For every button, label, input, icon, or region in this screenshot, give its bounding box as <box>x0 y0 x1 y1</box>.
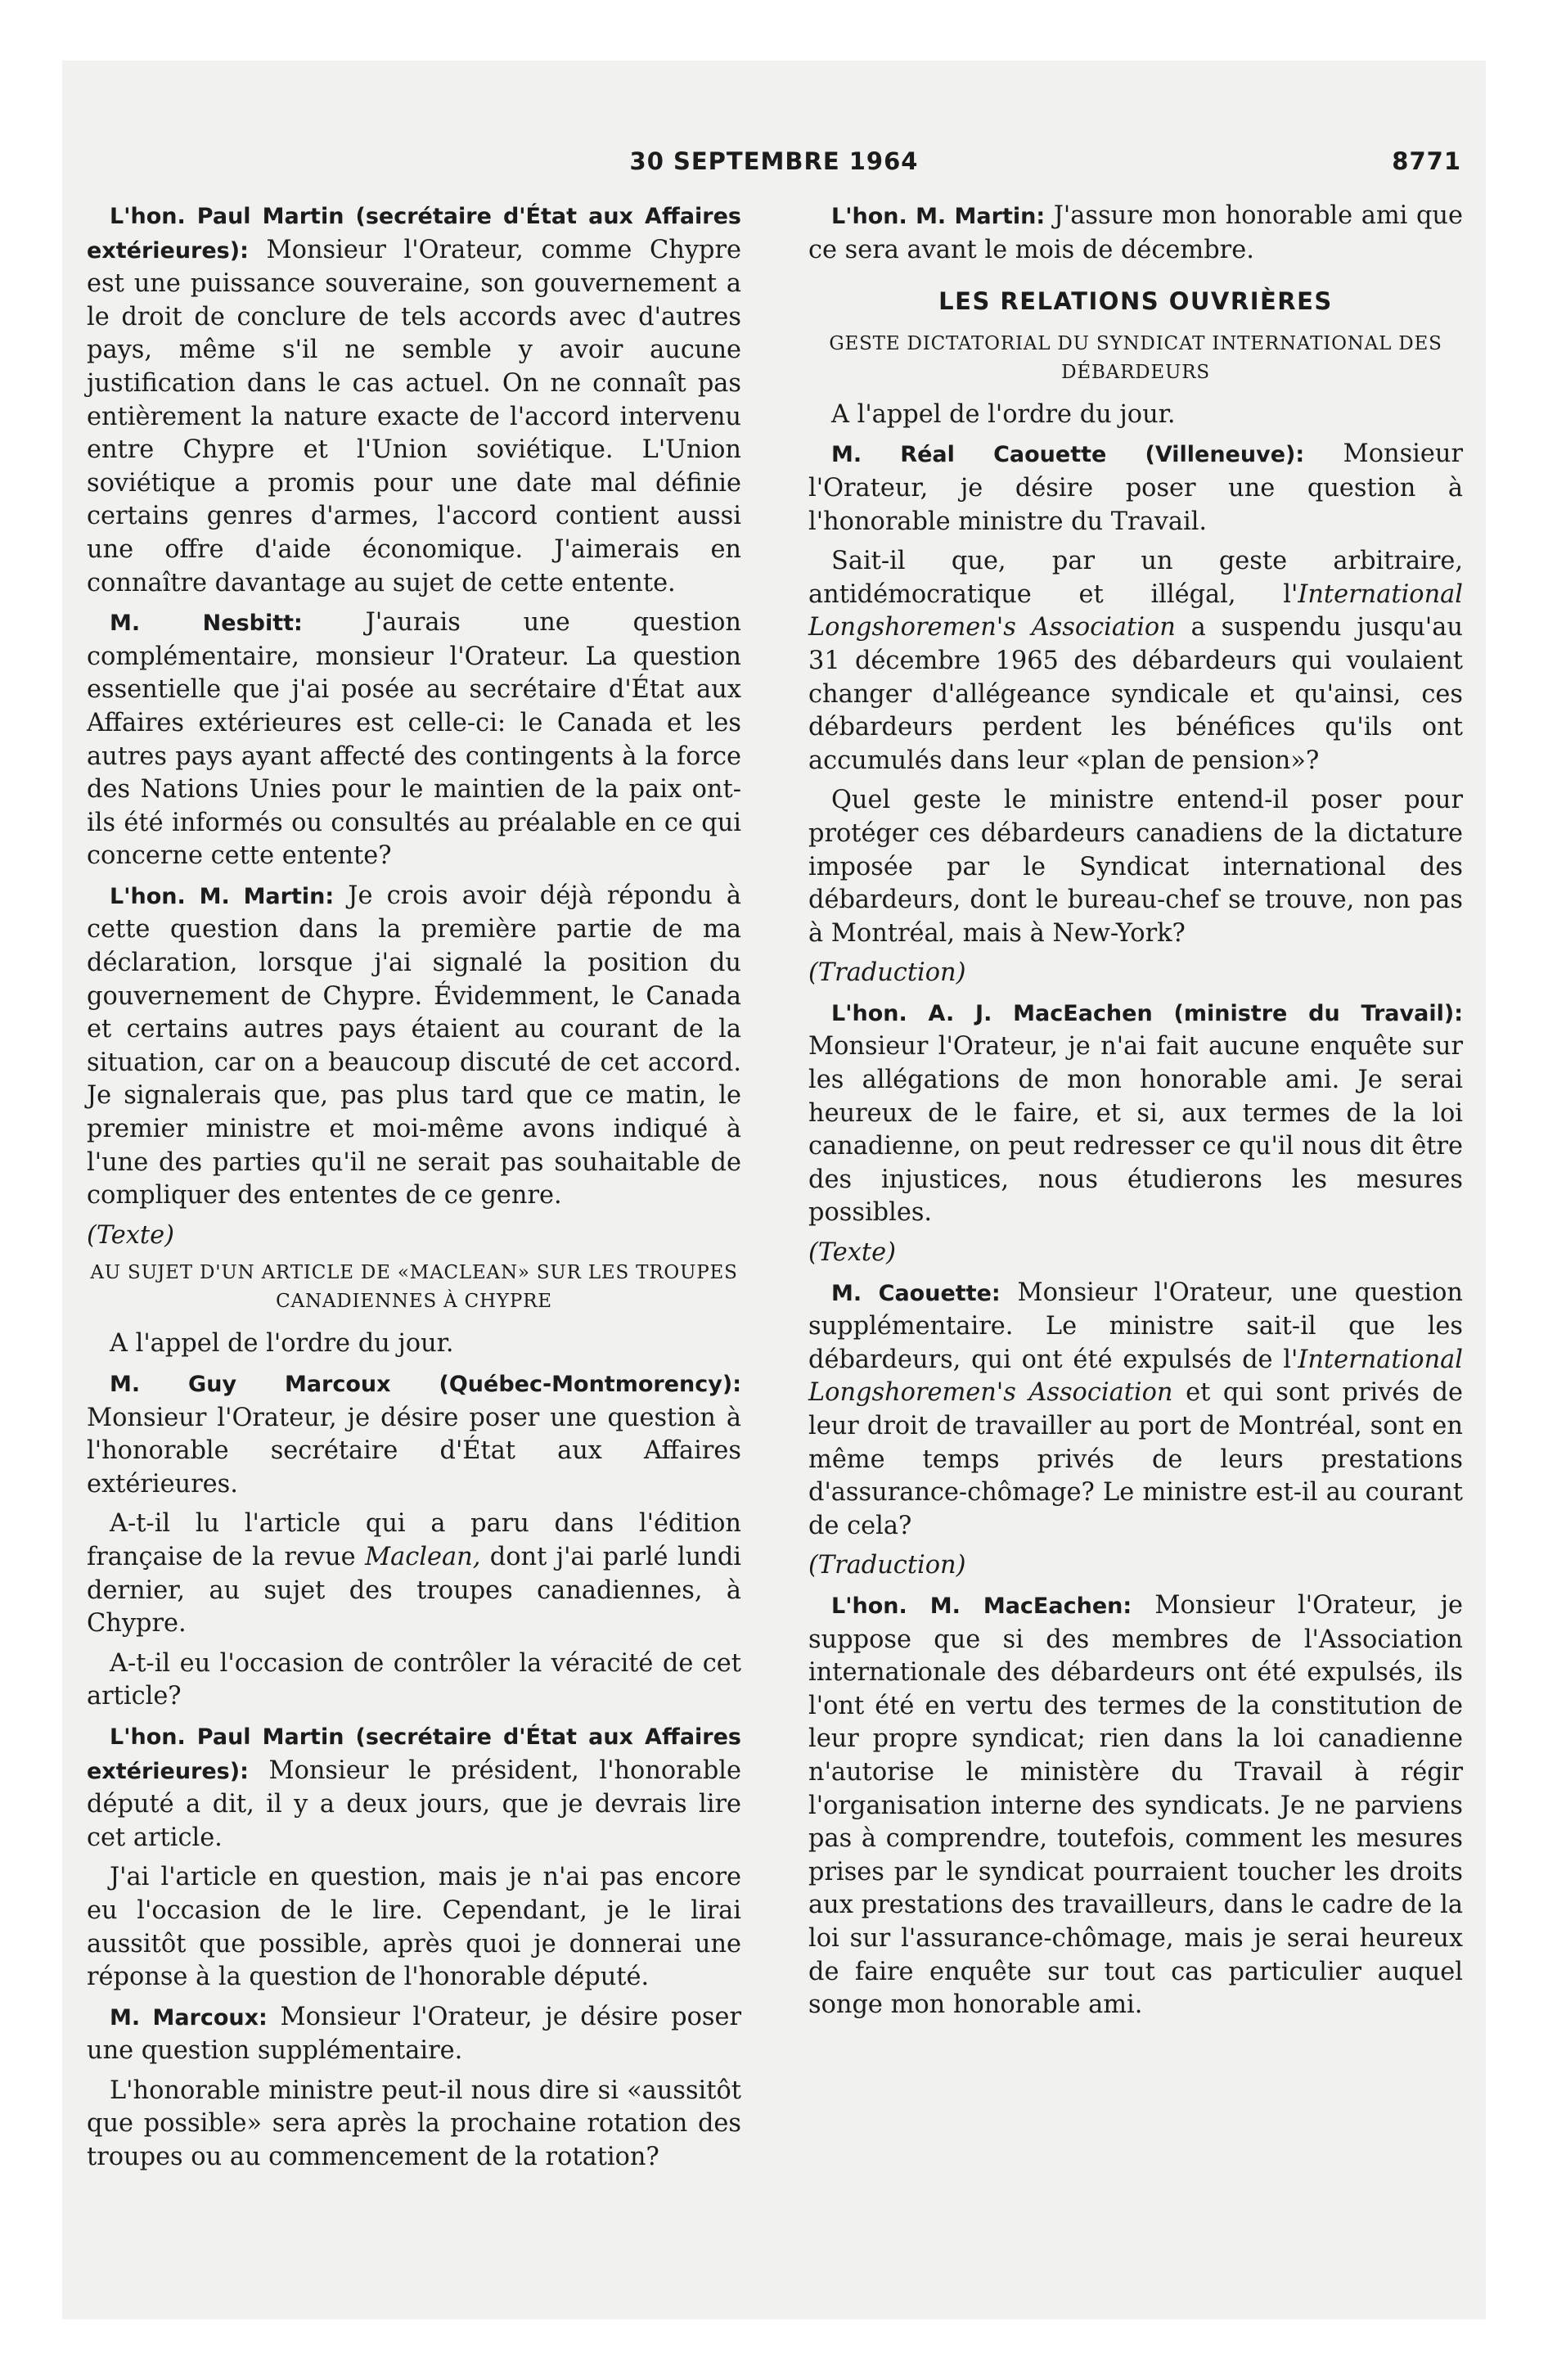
paragraph-text: Je crois avoir déjà répondu à cette question dans la première partie de ma déclaration, lorsque j'ai signalé la position du gouvernement de Chypre. Évidemment, le Canada et certains autres pays étaient au courant de la situation, car on a beaucoup discuté de cet accord. Je signalerais que, pas plus tard que ce matin, le premier ministre et moi-même avons indiqué à l'une des parties qu'il ne serait pas souhaitable de compliquer des ententes de ce genre. <box>87 881 741 1210</box>
paragraph <box>808 1589 1463 2022</box>
paragraph-text: J'assure mon honorable ami que ce sera avant le mois de décembre. <box>808 201 1463 264</box>
paragraph-text: Monsieur l'Orateur, une question supplémentaire. Le ministre sait-il que les débardeurs, qui ont été expulsés de l' <box>808 1278 1463 1374</box>
paragraph <box>87 1368 741 1501</box>
paragraph-text: Monsieur l'Orateur, je désire poser une question à l'honorable secrétaire d'État aux Affaires extérieures. <box>87 1403 741 1499</box>
speaker-name: L'hon. Paul Martin (secrétaire d'État aux Affaires extérieures): <box>87 204 741 264</box>
speaker-name: M. Caouette: <box>831 1280 1001 1306</box>
speaker-name: L'hon. M. Martin: <box>831 204 1046 229</box>
paragraph-text: Monsieur l'Orateur, je suppose que si des membres de l'Association internationale des débardeurs ont été expulsés, ils l'ont été en vertu des termes de la constitution de leur propre syndicat; rien dans la loi canadienne n'autorise le ministère du Travail à régir l'organisation interne des syndicats. Je ne parviens pas à comprendre, toutefois, comment les mesures prises par le syndicat pourraient toucher les droits aux prestations des travailleurs, dans le cadre de la loi sur l'assurance-chômage, mais je serai heureux de faire enquête sur tout cas particulier auquel songe mon honorable ami. <box>808 1590 1463 2020</box>
paragraph <box>808 1277 1463 1544</box>
section-heading: AU SUJET D'UN ARTICLE DE «MACLEAN» SUR LES TROUPES CANADIENNES À CHYPRE <box>90 1262 738 1313</box>
section-heading: LES RELATIONS OUVRIÈRES <box>938 287 1333 316</box>
traduction-label: (Traduction) <box>808 1551 966 1580</box>
paragraph: L'honorable ministre peut-il nous dire si «aussitôt que possible» sera après la prochaine rotation des troupes ou au commencement de la rotation? <box>87 2076 741 2172</box>
paragraph-text: A-t-il lu l'article qui a paru dans l'édition française de la revue <box>87 1509 741 1571</box>
paragraph-text: Monsieur l'Orateur, je désire poser une question à l'honorable ministre du Travail. <box>808 439 1463 536</box>
italic-text: International Longshoremen's Association <box>808 579 1463 642</box>
paragraph-text: Monsieur l'Orateur, je désire poser une question supplémentaire. <box>87 2002 741 2066</box>
paragraph <box>87 1508 741 1640</box>
page-header <box>87 147 1461 188</box>
paragraph: A l'appel de l'ordre du jour. <box>831 399 1176 429</box>
speaker-name: L'hon. Paul Martin (secrétaire d'État aux Affaires extérieures): <box>87 1724 741 1784</box>
paragraph-text: dont j'ai parlé lundi dernier, au sujet des troupes canadiennes, à Chypre. <box>87 1542 741 1639</box>
scanned-page <box>62 61 1486 2319</box>
speaker-name: L'hon. M. Martin: <box>110 883 335 909</box>
italic-text: Maclean, <box>365 1542 481 1571</box>
speaker-name: M. Réal Caouette (Villeneuve): <box>831 442 1305 468</box>
section-subheading: GESTE DICTATORIAL DU SYNDICAT INTERNATIONAL DES DÉBARDEURS <box>829 332 1442 383</box>
paragraph: A-t-il eu l'occasion de contrôler la véracité de cet article? <box>87 1648 741 1711</box>
paragraph <box>808 438 1463 539</box>
right-column <box>808 200 1463 2029</box>
speaker-name: L'hon. A. J. MacEachen (ministre du Travail): <box>831 1000 1463 1026</box>
traduction-label: (Traduction) <box>808 958 966 988</box>
paragraph-text: Monsieur l'Orateur, comme Chypre est une puissance souveraine, son gouvernement a le droit de conclure de tels accords avec d'autres pays, même s'il ne semble y avoir aucune justification dans le cas actuel. On ne connaît pas entièrement la nature exacte de l'accord intervenu entre Chypre et l'Union soviétique. L'Union soviétique a promis pour une date mal définie certains genres d'armes, l'accord contient aussi une offre d'aide économique. J'aimerais en connaître davantage au sujet de cette entente. <box>87 235 741 597</box>
italic-text: International Longshoremen's Association <box>808 1345 1463 1408</box>
paragraph-text: a suspendu jusqu'au 31 décembre 1965 des débardeurs qui voulaient changer d'allégeance syndicale et qu'ainsi, ces débardeurs perdent les bénéfices qu'ils ont accumulés dans leur «plan de pension»? <box>808 613 1463 775</box>
page-number: 8771 <box>1392 147 1461 175</box>
paragraph <box>87 1720 741 1855</box>
speaker-name: M. Nesbitt: <box>110 611 303 637</box>
paragraph <box>808 997 1463 1230</box>
paragraph-text: Sait-il que, par un geste arbitraire, antidémocratique et illégal, l' <box>808 547 1463 609</box>
paragraph-text: Monsieur l'Orateur, je n'ai fait aucune enquête sur les allégations de mon honorable ami. Je serai heureux de le faire, et si, aux termes de la loi canadienne, on peut redresser ce qu'il nous dit être des injustices, nous étudierons les mesures possibles. <box>808 1032 1463 1228</box>
paragraph-text: J'aurais une question complémentaire, monsieur l'Orateur. La question essentielle que j'ai posée au secrétaire d'État aux Affaires extérieures est celle-ci: le Canada et les autres pays ayant affecté des contingents à la force des Nations Unies pour le maintien de la paix ont-ils été informés ou consultés au préalable en ce qui concerne cette entente? <box>87 608 741 871</box>
header-date: 30 SEPTEMBRE 1964 <box>629 147 919 175</box>
paragraph-text: Monsieur le président, l'honorable député a dit, il y a deux jours, que je devrais lire cet article. <box>87 1756 741 1852</box>
paragraph <box>87 606 741 873</box>
speaker-name: L'hon. M. MacEachen: <box>831 1593 1132 1619</box>
paragraph <box>808 545 1463 778</box>
paragraph: J'ai l'article en question, mais je n'ai pas encore eu l'occasion de le lire. Cependant, je le lirai aussitôt que possible, après quoi je donnerai une réponse à la question de l'honorable député. <box>87 1863 741 1992</box>
speaker-name: M. Guy Marcoux (Québec-Montmorency): <box>110 1372 741 1397</box>
paragraph: A l'appel de l'ordre du jour. <box>110 1329 454 1359</box>
paragraph <box>87 200 741 600</box>
left-column <box>87 200 741 2181</box>
texte-label: (Texte) <box>808 1238 896 1268</box>
speaker-name: M. Marcoux: <box>110 2004 268 2031</box>
paragraph <box>87 2001 741 2068</box>
paragraph <box>808 200 1463 267</box>
texte-label: (Texte) <box>87 1220 174 1250</box>
paragraph <box>87 880 741 1213</box>
paragraph-text: et qui sont privés de leur droit de travailler au port de Montréal, sont en même temps privés de leurs prestations d'assurance-chômage? Le ministre est-il au courant de cela? <box>808 1378 1463 1540</box>
paragraph: Quel geste le ministre entend-il poser pour protéger ces débardeurs canadiens de la dictature imposée par le Syndicat international des débardeurs, dont le bureau-chef se trouve, non pas à Montréal, mais à New-York? <box>808 786 1463 948</box>
